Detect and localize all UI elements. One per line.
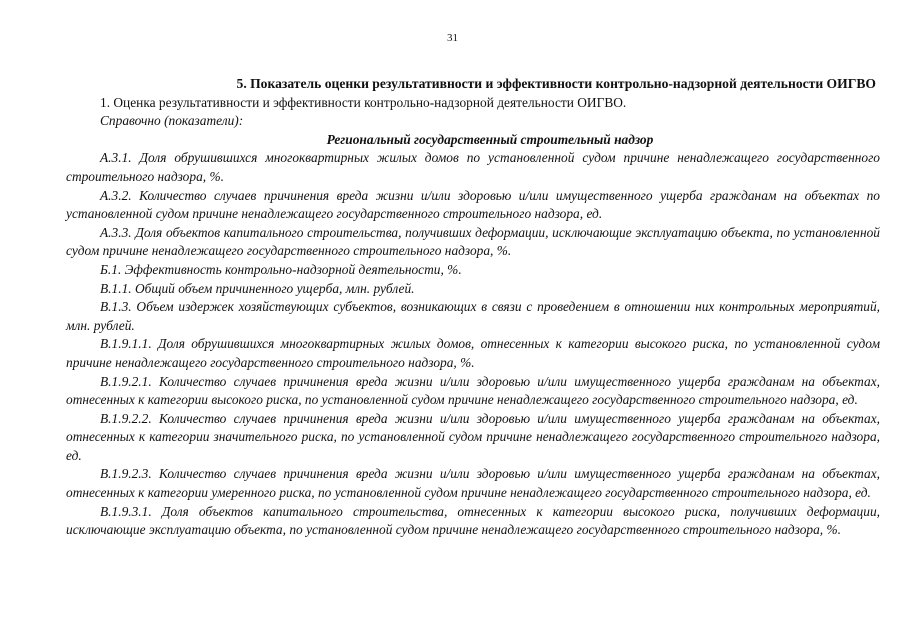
indicator-v-1-3: В.1.3. Объем издержек хозяйствующих субъектов, возникающих в связи с проведением в отношении них контрольных мероприятий, млн. рублей. — [66, 299, 880, 333]
page-number: 31 — [447, 32, 458, 44]
section-title: 5. Показатель оценки результативности и эффективности контрольно-надзорной деятельности ОИГВО — [236, 76, 876, 91]
indicator-v-1-9-2-2: В.1.9.2.2. Количество случаев причинения вреда жизни и/или здоровью и/или имущественного ущерба гражданам на объектах, отнесенных к категории значительного риска, по установленной судом причине ненадлежащего государственного строительного надзора, ед. — [66, 410, 880, 463]
document-body — [66, 75, 880, 540]
indicator-v-1-9-2-3: В.1.9.2.3. Количество случаев причинения вреда жизни и/или здоровью и/или имущественного ущерба гражданам на объектах, отнесенных к категории умеренного риска, по установленной судом причине ненадлежащего государственного строительного надзора, ед. — [66, 466, 880, 501]
indicator-v-1-9-3-1: В.1.9.3.1. Доля объектов капитального строительства, отнесенных к категории высокого риска, получивших деформации, исключающие эксплуатацию объекта, по установленной судом причине ненадлежащего государственного строительного надзора, %. — [66, 503, 880, 538]
subheading: Региональный государственный строительный надзор — [326, 131, 654, 147]
indicator-a-3-3: А.3.3. Доля объектов капитального строительства, получивших деформации, исключающие эксплуатацию объекта, по установленной судом причине ненадлежащего государственного строительного надзора, %. — [66, 224, 880, 259]
indicator-v-1-9-2-1: В.1.9.2.1. Количество случаев причинения вреда жизни и/или здоровью и/или имущественного ущерба гражданам на объектах, отнесенных к категории высокого риска, по установленной судом причине ненадлежащего государственного строительного надзора, ед. — [66, 373, 880, 408]
indicator-v-1-1: В.1.1. Общий объем причиненного ущерба, млн. рублей. — [100, 280, 415, 296]
reference-label: Справочно (показатели): — [100, 113, 244, 129]
indicator-b-1: Б.1. Эффективность контрольно-надзорной деятельности, %. — [100, 261, 462, 277]
indicator-a-3-1: А.3.1. Доля обрушившихся многоквартирных жилых домов по установленной судом причине ненадлежащего государственного строительного надзора, %. — [66, 150, 880, 184]
indicator-a-3-2: А.3.2. Количество случаев причинения вреда жизни и/или здоровью и/или имущественного ущерба гражданам на объектах по установленной судом причине ненадлежащего государственного строительного надзора, ед. — [66, 187, 880, 222]
intro-line: 1. Оценка результативности и эффективности контрольно-надзорной деятельности ОИГВО. — [100, 94, 627, 110]
indicator-v-1-9-1-1: В.1.9.1.1. Доля обрушившихся многоквартирных жилых домов, отнесенных к категории высокого риска, по установленной судом причине ненадлежащего государственного строительного надзора, %. — [66, 336, 880, 370]
